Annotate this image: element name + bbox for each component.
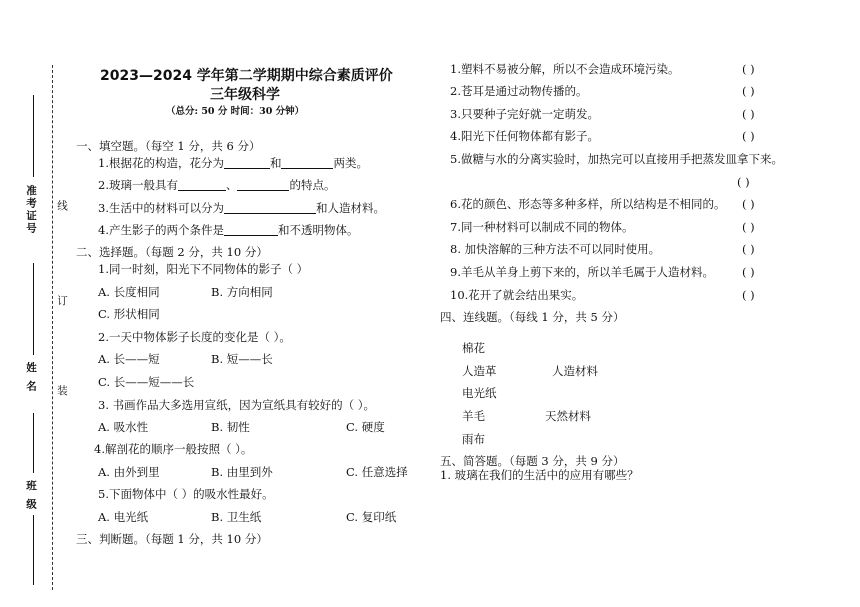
judge-item-3: 3.只要种子完好就一定萌发。 xyxy=(450,107,599,121)
judge-item-9: 9.羊毛从羊身上剪下来的，所以羊毛属于人造材料。 xyxy=(450,265,714,279)
choice-q3-stem: 3. 书画作品大多选用宣纸，因为宣纸具有较好的（ ）。 xyxy=(98,398,376,412)
binding-dashed-line xyxy=(52,65,53,590)
choice-q2-option-b[interactable]: B. 短——长 xyxy=(211,352,273,366)
choice-q2-option-a[interactable]: A. 长——短 xyxy=(98,352,160,366)
choice-q1-option-a[interactable]: A. 长度相同 xyxy=(98,285,160,299)
choice-q3-option-a[interactable]: A. 吸水性 xyxy=(98,420,149,434)
margin-label-name: 姓 名 xyxy=(25,362,37,393)
name-blank xyxy=(33,263,34,355)
judge-item-8: 8. 加快溶解的三种方法不可以同时使用。 xyxy=(450,242,661,256)
match-right-item[interactable]: 人造材料 xyxy=(552,364,598,378)
section-match-title: 四、连线题。（每线 1 分，共 5 分） xyxy=(440,310,625,324)
judge-item-7: 7.同一种材料可以制成不同的物体。 xyxy=(450,220,634,234)
fill-q2: 2.玻璃一般具有 、 的特点。 xyxy=(98,178,336,192)
judge-answer-4[interactable]: ( ) xyxy=(742,129,755,143)
judge-answer-2[interactable]: ( ) xyxy=(742,84,755,98)
judge-answer-1[interactable]: ( ) xyxy=(742,62,755,76)
exam-meta: （总分: 50 分 时间：30 分钟） xyxy=(166,106,305,117)
class-blank xyxy=(33,413,34,473)
judge-answer-5[interactable]: ( ) xyxy=(737,175,750,189)
class-blank-2 xyxy=(33,515,34,585)
choice-q1-option-c[interactable]: C. 形状相同 xyxy=(98,307,160,321)
judge-item-4: 4.阳光下任何物体都有影子。 xyxy=(450,129,599,143)
match-left-item[interactable]: 羊毛 xyxy=(462,409,485,423)
judge-item-5: 5.做糖与水的分离实验时，加热完可以直接用手把蒸发皿拿下来。 xyxy=(450,152,783,166)
judge-item-6: 6.花的颜色、形态等多种多样，所以结构是不相同的。 xyxy=(450,197,726,211)
judge-answer-8[interactable]: ( ) xyxy=(742,242,755,256)
choice-q5-option-b[interactable]: B. 卫生纸 xyxy=(211,510,262,524)
match-left-item[interactable]: 雨布 xyxy=(462,432,485,446)
answer-blank[interactable] xyxy=(281,157,333,169)
judge-item-10: 10.花开了就会结出果实。 xyxy=(450,288,584,302)
judge-answer-10[interactable]: ( ) xyxy=(742,288,755,302)
exam-number-blank xyxy=(33,95,34,177)
section-short-title: 五、简答题。（每题 3 分，共 9 分） xyxy=(440,454,625,468)
section-choice-title: 二、选择题。（每题 2 分，共 10 分） xyxy=(76,245,268,259)
answer-blank[interactable] xyxy=(224,224,278,236)
choice-q4-option-a[interactable]: A. 由外到里 xyxy=(98,465,160,479)
fill-q3: 3.生活中的材料可以分为 和人造材料。 xyxy=(98,201,385,215)
answer-blank[interactable] xyxy=(224,157,270,169)
choice-q4-option-b[interactable]: B. 由里到外 xyxy=(211,465,273,479)
choice-q5-option-a[interactable]: A. 电光纸 xyxy=(98,510,149,524)
exam-subject: 三年级科学 xyxy=(210,87,280,103)
margin-label-exam-number: 准考证号 xyxy=(25,185,37,235)
match-left-item[interactable]: 棉花 xyxy=(462,341,485,355)
judge-answer-7[interactable]: ( ) xyxy=(742,220,755,234)
choice-q2-stem: 2.一天中物体影子长度的变化是（ ）。 xyxy=(98,330,291,344)
binding-mark-xian: 线 xyxy=(56,200,68,213)
judge-answer-6[interactable]: ( ) xyxy=(742,197,755,211)
choice-q4-stem: 4.解剖花的顺序一般按照（ ）。 xyxy=(94,442,253,456)
answer-blank[interactable] xyxy=(237,179,289,191)
choice-q3-option-c[interactable]: C. 硬度 xyxy=(346,420,385,434)
fill-q4: 4.产生影子的两个条件是 和不透明物体。 xyxy=(98,223,359,237)
section-judge-title: 三、判断题。（每题 1 分，共 10 分） xyxy=(76,532,268,546)
match-left-item[interactable]: 电光纸 xyxy=(462,386,497,400)
choice-q2-option-c[interactable]: C. 长——短——长 xyxy=(98,375,195,389)
judge-answer-3[interactable]: ( ) xyxy=(742,107,755,121)
choice-q1-option-b[interactable]: B. 方向相同 xyxy=(211,285,273,299)
margin-label-class: 班 级 xyxy=(25,480,37,511)
judge-answer-9[interactable]: ( ) xyxy=(742,265,755,279)
match-right-item[interactable]: 天然材料 xyxy=(545,409,591,423)
section-fill-title: 一、填空题。（每空 1 分，共 6 分） xyxy=(76,139,261,153)
answer-blank[interactable] xyxy=(224,202,316,214)
answer-blank[interactable] xyxy=(178,179,226,191)
choice-q5-option-c[interactable]: C. 复印纸 xyxy=(346,510,397,524)
judge-item-2: 2.苍耳是通过动物传播的。 xyxy=(450,84,588,98)
fill-q1: 1.根据花的构造，花分为 和 两类。 xyxy=(98,156,368,170)
short-q1: 1. 玻璃在我们的生活中的应用有哪些？ xyxy=(440,468,639,482)
binding-mark-ding: 订 xyxy=(56,295,68,308)
judge-item-1: 1.塑料不易被分解，所以不会造成环境污染。 xyxy=(450,62,680,76)
exam-title: 2023—2024 学年第二学期期中综合素质评价 xyxy=(100,68,393,84)
choice-q1-stem: 1.同一时刻，阳光下不同物体的影子（ ） xyxy=(98,262,309,276)
binding-mark-zhuang: 装 xyxy=(56,385,68,398)
choice-q5-stem: 5.下面物体中（ ）的吸水性最好。 xyxy=(98,487,274,501)
match-left-item[interactable]: 人造革 xyxy=(462,364,497,378)
choice-q4-option-c[interactable]: C. 任意选择 xyxy=(346,465,408,479)
choice-q3-option-b[interactable]: B. 韧性 xyxy=(211,420,250,434)
